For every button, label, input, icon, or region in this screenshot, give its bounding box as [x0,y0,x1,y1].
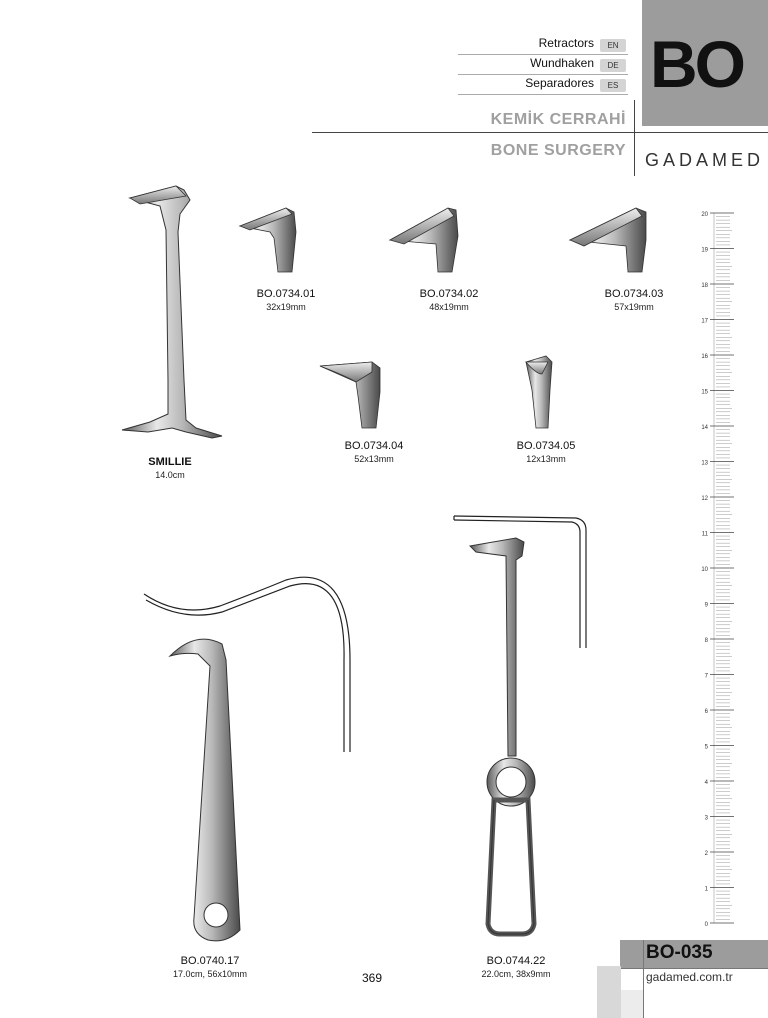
product-size: 52x13mm [354,454,394,464]
ruler-label: 5 [704,744,708,751]
product-size: 48x19mm [429,302,469,312]
brand-logo: GADAMED [645,150,765,170]
product-size: 17.0cm, 56x10mm [172,969,248,979]
ruler-label: 12 [701,496,708,502]
bo-0734-02-image [390,208,458,272]
smillie-retractor-image [122,186,222,438]
ruler-label: 16 [701,354,708,360]
language-name: Separadores [525,76,594,90]
bo-0740-17-image [170,639,240,941]
page-number: 369 [362,971,383,985]
category-title-tr: KEMİK CERRAHİ [490,111,626,128]
language-code-badge: DE [600,59,626,72]
product-code: BO.0744.22 [486,955,546,967]
product-code: BO.0734.04 [344,440,404,452]
bo-0734-05-image [526,356,552,428]
ruler-label: 17 [701,318,708,325]
footer-vertical-divider [643,940,644,1018]
language-code-badge: ES [600,79,626,92]
ruler-label: 13 [701,460,708,467]
ruler-label: 9 [704,602,708,609]
category-title-en: BONE SURGERY [490,142,626,159]
section-code: BO [650,27,743,101]
product-code: BO.0734.03 [604,288,664,300]
product-size: 57x19mm [614,302,654,312]
model-length: 14.0cm [155,470,185,480]
product-code: BO.0734.01 [256,288,316,300]
ruler-label: 14 [701,425,708,431]
ruler-label: 20 [701,212,708,218]
ruler-label: 0 [704,922,708,928]
product-size: 22.0cm, 38x9mm [481,969,551,979]
bo-0744-22-outline-image [454,516,586,648]
ruler-label: 3 [704,815,708,822]
ruler-label: 4 [704,780,708,786]
language-name: Wundhaken [530,56,594,70]
bo-0744-22-image [470,538,535,934]
ruler-label: 8 [704,638,708,644]
footer-decor-block [597,966,621,1018]
bo-0740-17-curve-image [144,577,350,752]
footer-code: BO-035 [646,942,713,963]
measurement-ruler [700,205,740,930]
product-size: 32x19mm [266,302,306,312]
ruler-label: 19 [701,247,708,254]
bo-0734-04-image [320,362,380,428]
model-name: SMILLIE [148,456,192,468]
bo-0734-03-image [570,208,646,272]
ruler-label: 1 [704,886,708,893]
language-code-badge: EN [600,39,626,52]
ruler-label: 10 [701,567,708,573]
language-name: Retractors [538,36,594,50]
product-code: BO.0740.17 [180,955,240,967]
bo-0734-01-image [240,208,296,272]
ruler-label: 18 [701,283,708,289]
ruler-label: 6 [704,709,708,715]
ruler-label: 15 [701,389,708,396]
footer-decor-block [621,990,643,1018]
product-code: BO.0734.02 [419,288,479,300]
ruler-label: 11 [701,531,708,538]
ruler-label: 2 [704,851,708,857]
product-code: BO.0734.05 [516,440,576,452]
ruler-label: 7 [704,673,708,680]
product-size: 12x13mm [526,454,566,464]
footer-url: gadamed.com.tr [646,970,733,984]
